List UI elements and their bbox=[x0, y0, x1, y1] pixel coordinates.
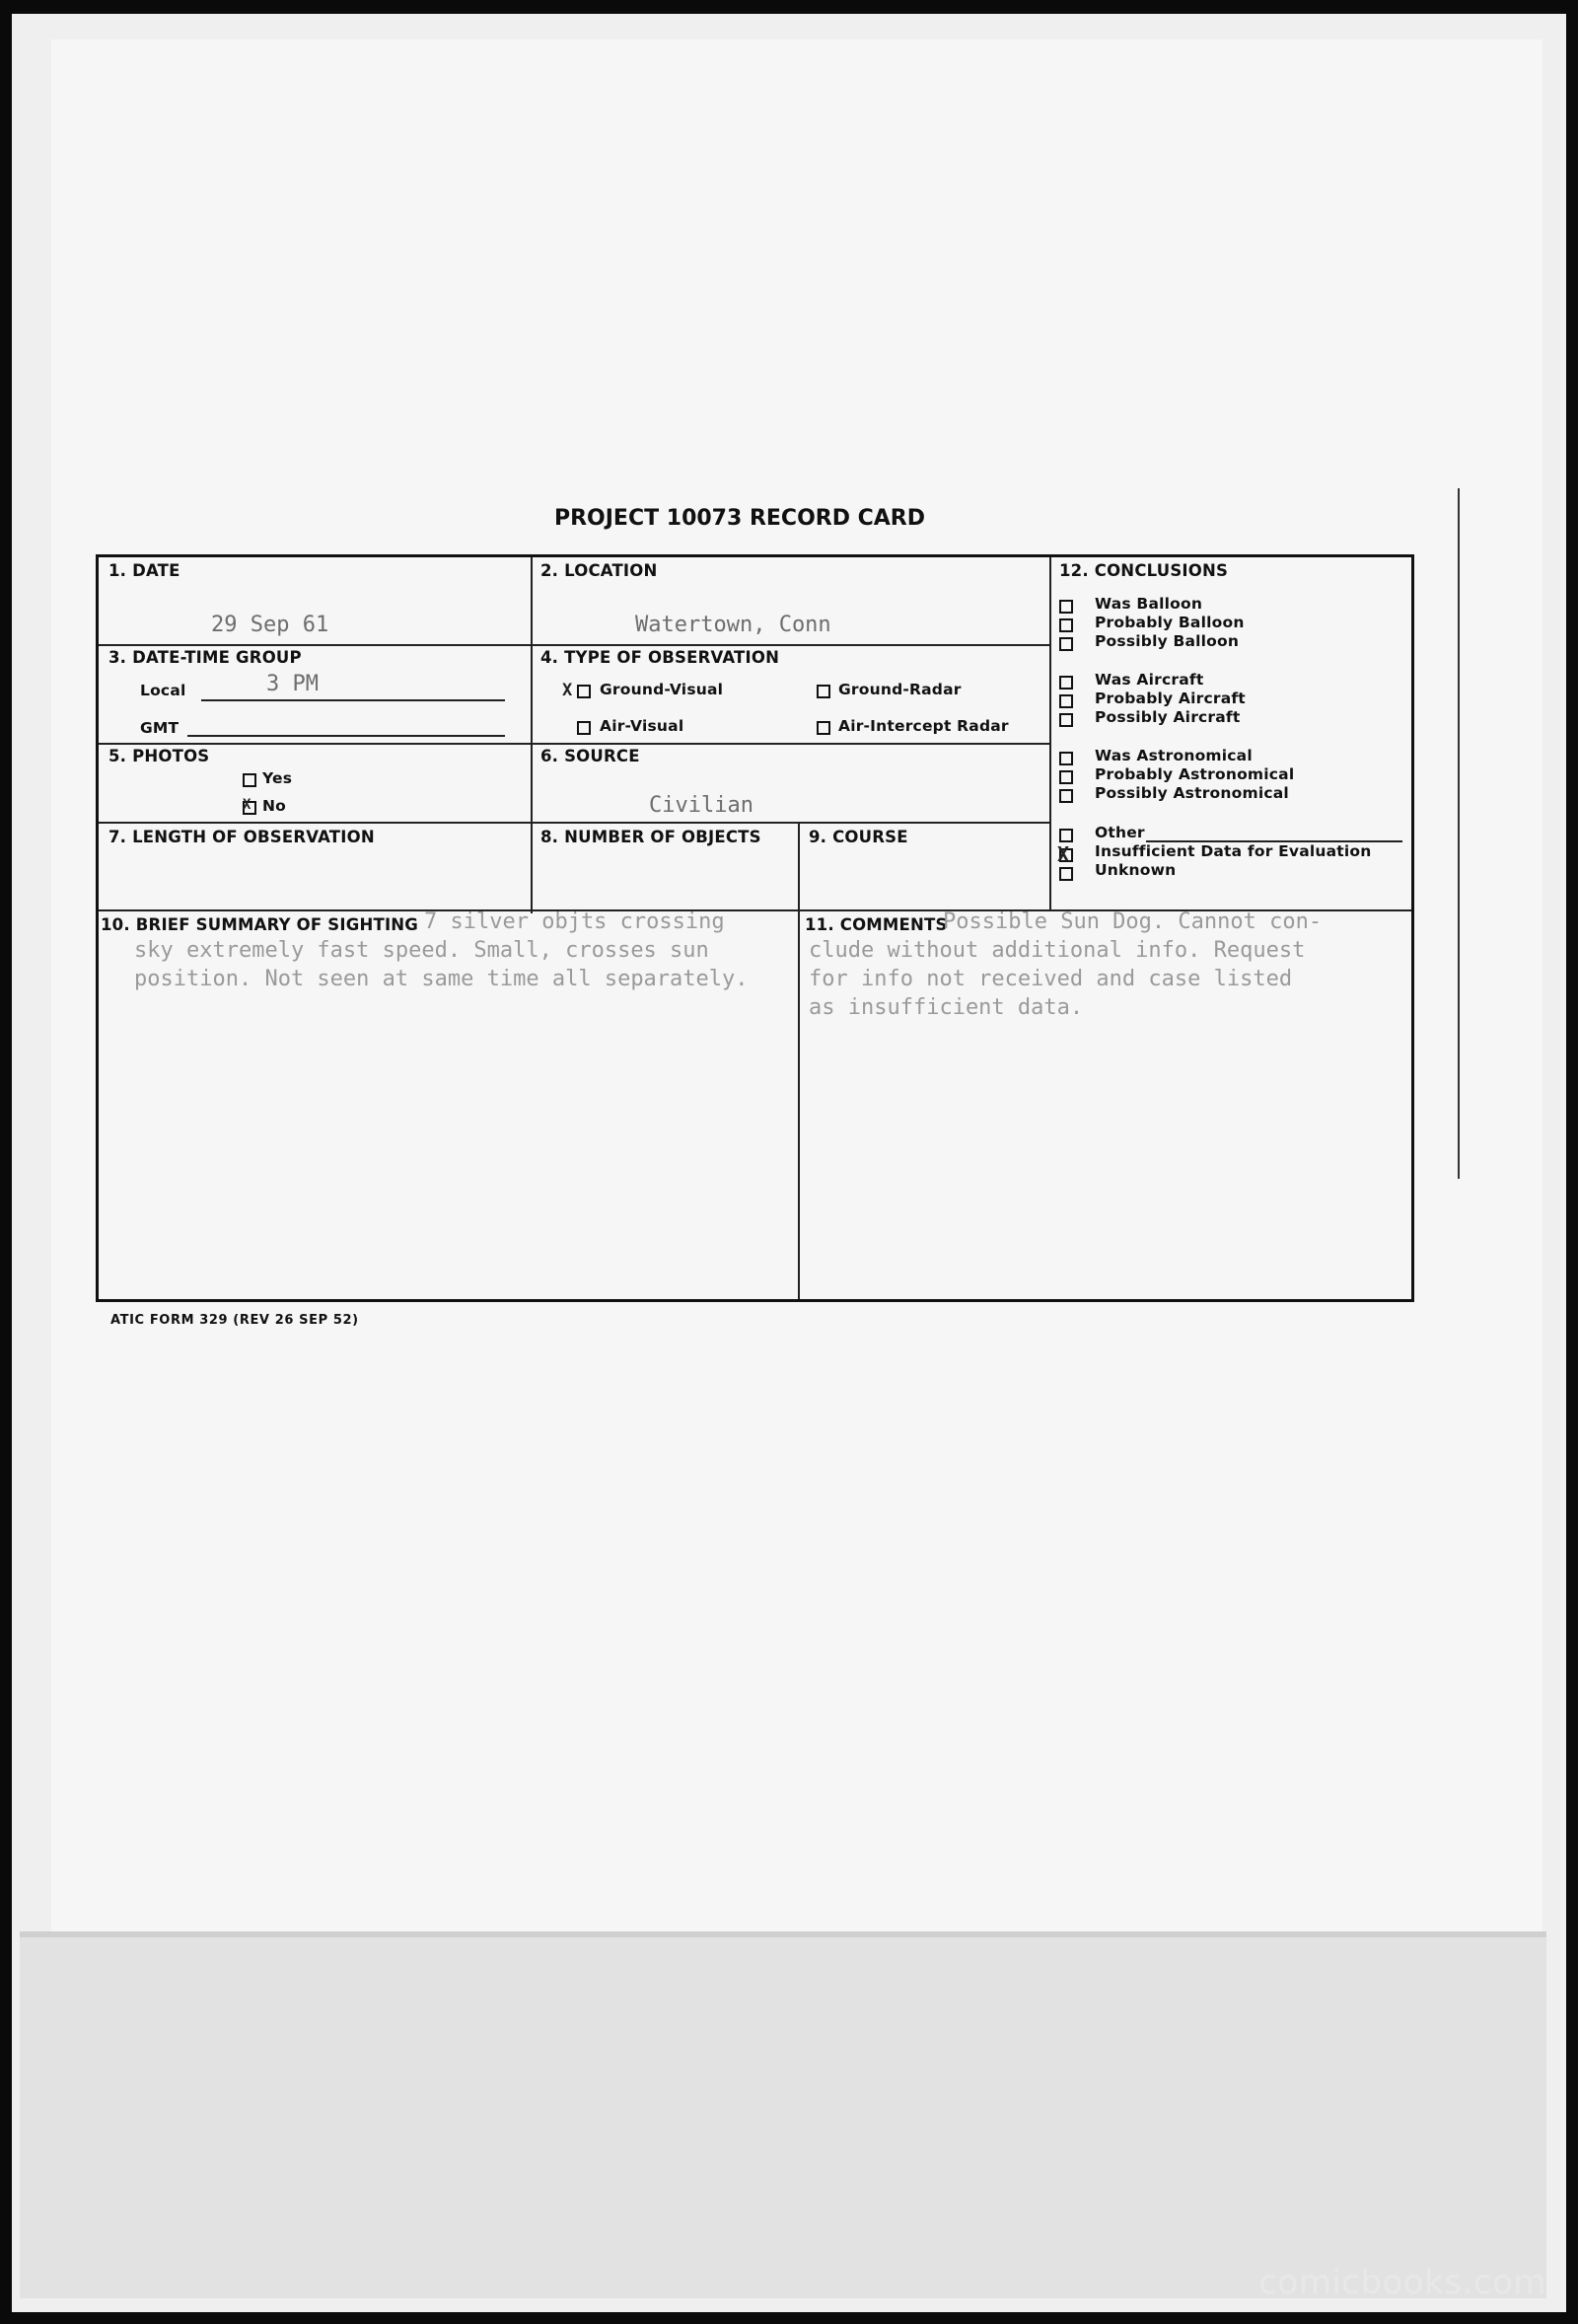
date-time-group-label: 3. DATE-TIME GROUP bbox=[108, 648, 302, 667]
comments-label: 11. COMMENTS bbox=[805, 915, 948, 934]
ground-radar-checkbox[interactable] bbox=[817, 685, 830, 698]
conclusion-item: Was Astronomical bbox=[1095, 747, 1253, 764]
comments-line: for info not received and case listed bbox=[809, 967, 1293, 991]
form-number: ATIC FORM 329 (REV 26 SEP 52) bbox=[110, 1313, 359, 1328]
gmt-label: GMT bbox=[140, 719, 179, 737]
divider bbox=[99, 822, 1049, 824]
divider bbox=[1049, 557, 1051, 909]
air-intercept-radar-label: Air-Intercept Radar bbox=[838, 717, 1009, 735]
local-time-label: Local bbox=[140, 682, 186, 699]
air-visual-label: Air-Visual bbox=[600, 717, 684, 735]
insufficient-data-mark: X bbox=[1057, 842, 1070, 866]
edge-line bbox=[1458, 488, 1460, 1179]
conclusion-item: Other bbox=[1095, 824, 1145, 841]
local-time-line bbox=[201, 699, 505, 701]
ground-visual-checkbox[interactable] bbox=[577, 685, 591, 698]
photos-yes-checkbox[interactable] bbox=[243, 773, 256, 787]
card-title: PROJECT 10073 RECORD CARD bbox=[553, 506, 926, 531]
conclusion-checkbox[interactable] bbox=[1059, 713, 1073, 727]
watermark: comicbooks.com bbox=[1258, 2263, 1546, 2302]
comments-line: Possible Sun Dog. Cannot con- bbox=[943, 909, 1323, 934]
summary-label: 10. BRIEF SUMMARY OF SIGHTING bbox=[101, 915, 419, 934]
photos-no-label: No bbox=[262, 797, 287, 815]
divider bbox=[99, 644, 1049, 646]
conclusion-item: Possibly Astronomical bbox=[1095, 784, 1289, 802]
conclusion-item: Possibly Aircraft bbox=[1095, 708, 1241, 726]
ground-visual-label: Ground-Visual bbox=[600, 681, 724, 698]
conclusion-item: Was Aircraft bbox=[1095, 671, 1204, 689]
conclusion-item: Insufficient Data for Evaluation bbox=[1095, 842, 1372, 860]
conclusion-checkbox[interactable] bbox=[1059, 637, 1073, 651]
summary-line: sky extremely fast speed. Small, crosses sun bbox=[134, 938, 709, 963]
conclusion-checkbox[interactable] bbox=[1059, 676, 1073, 690]
divider bbox=[99, 743, 1049, 745]
summary-line: position. Not seen at same time all separately. bbox=[134, 967, 749, 991]
conclusion-checkbox[interactable] bbox=[1059, 789, 1073, 803]
number-of-objects-label: 8. NUMBER OF OBJECTS bbox=[540, 828, 761, 846]
date-label: 1. DATE bbox=[108, 561, 180, 580]
ground-radar-label: Ground-Radar bbox=[838, 681, 962, 698]
conclusion-item: Was Balloon bbox=[1095, 595, 1203, 613]
location-label: 2. LOCATION bbox=[540, 561, 658, 580]
conclusion-item: Probably Balloon bbox=[1095, 614, 1245, 631]
date-value: 29 Sep 61 bbox=[211, 613, 329, 637]
divider bbox=[798, 824, 800, 1299]
divider bbox=[531, 557, 533, 913]
source-label: 6. SOURCE bbox=[540, 747, 640, 765]
paper-sheet-lower bbox=[20, 1933, 1546, 2298]
conclusion-checkbox[interactable] bbox=[1059, 752, 1073, 765]
length-of-observation-label: 7. LENGTH OF OBSERVATION bbox=[108, 828, 375, 846]
gmt-line bbox=[187, 735, 505, 737]
type-of-observation-label: 4. TYPE OF OBSERVATION bbox=[540, 648, 780, 667]
fold-line bbox=[20, 1931, 1546, 1937]
location-value: Watertown, Conn bbox=[635, 613, 831, 637]
conclusion-item: Probably Aircraft bbox=[1095, 690, 1246, 707]
photos-label: 5. PHOTOS bbox=[108, 747, 210, 765]
conclusion-checkbox[interactable] bbox=[1059, 600, 1073, 614]
conclusion-item: Probably Astronomical bbox=[1095, 765, 1295, 783]
conclusion-checkbox[interactable] bbox=[1059, 770, 1073, 784]
photos-no-mark: X bbox=[243, 797, 251, 813]
conclusion-checkbox[interactable] bbox=[1059, 867, 1073, 881]
comments-line: as insufficient data. bbox=[809, 995, 1084, 1020]
air-intercept-radar-checkbox[interactable] bbox=[817, 721, 830, 735]
record-card bbox=[96, 554, 1414, 1302]
source-value: Civilian bbox=[649, 793, 753, 818]
conclusion-item: Unknown bbox=[1095, 861, 1177, 879]
summary-line: 7 silver objts crossing bbox=[424, 909, 725, 934]
local-time-value: 3 PM bbox=[266, 672, 319, 696]
ground-visual-mark: X bbox=[562, 681, 573, 700]
conclusions-label: 12. CONCLUSIONS bbox=[1059, 561, 1229, 580]
conclusion-checkbox[interactable] bbox=[1059, 618, 1073, 632]
photos-yes-label: Yes bbox=[262, 769, 293, 787]
air-visual-checkbox[interactable] bbox=[577, 721, 591, 735]
course-label: 9. COURSE bbox=[809, 828, 908, 846]
conclusion-checkbox[interactable] bbox=[1059, 694, 1073, 708]
conclusion-checkbox[interactable] bbox=[1059, 829, 1073, 842]
conclusion-item: Possibly Balloon bbox=[1095, 632, 1240, 650]
comments-line: clude without additional info. Request bbox=[809, 938, 1306, 963]
